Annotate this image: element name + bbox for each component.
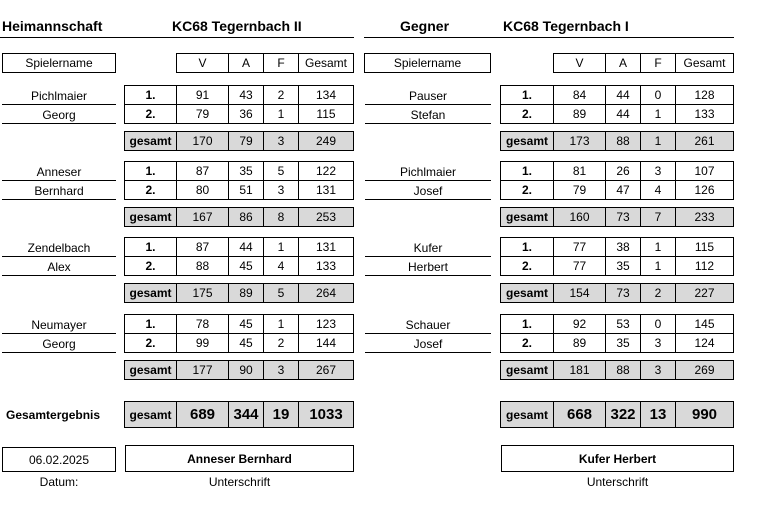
score-cell-a: 44 (605, 104, 641, 124)
score-cell-v: 80 (176, 180, 229, 200)
round-label: 2. (124, 104, 177, 124)
date-caption: Datum: (39, 475, 79, 489)
score-cell-total: 122 (298, 161, 354, 181)
score-cell-v: 89 (553, 333, 606, 353)
column-header-a: A (605, 53, 641, 73)
total-cell-f: 8 (263, 207, 299, 227)
player-last-name: Georg (42, 337, 76, 351)
score-cell-a: 45 (228, 314, 264, 334)
player-first-name: Schauer (405, 318, 451, 332)
score-cell-v: 87 (176, 161, 229, 181)
total-cell-total: 261 (675, 131, 734, 151)
column-header-total: Gesamt (675, 53, 734, 73)
total-cell-total: 227 (675, 283, 734, 303)
name-underline (365, 123, 491, 124)
score-cell-total: 124 (675, 333, 734, 353)
total-label: gesamt (500, 360, 554, 380)
column-header-total: Gesamt (298, 53, 354, 73)
home-signature-field[interactable]: Anneser Bernhard (125, 445, 354, 472)
total-cell-v: 170 (176, 131, 229, 151)
total-cell-a: 86 (228, 207, 264, 227)
total-cell-v: 181 (553, 360, 606, 380)
score-cell-v: 92 (553, 314, 606, 334)
total-label: gesamt (500, 131, 554, 151)
away-signature-field[interactable]: Kufer Herbert (501, 445, 734, 472)
score-cell-v: 81 (553, 161, 606, 181)
total-label: gesamt (124, 283, 177, 303)
score-cell-a: 53 (605, 314, 641, 334)
grand-total-v: 689 (176, 401, 229, 428)
total-cell-total: 267 (298, 360, 354, 380)
score-cell-f: 5 (263, 161, 299, 181)
total-cell-v: 154 (553, 283, 606, 303)
player-first-name: Kufer (413, 241, 443, 255)
grand-total-total: 990 (675, 401, 734, 428)
total-cell-f: 5 (263, 283, 299, 303)
player-first-name: Pichlmaier (399, 165, 456, 179)
round-label: 2. (500, 180, 554, 200)
total-cell-f: 2 (640, 283, 676, 303)
score-cell-total: 131 (298, 237, 354, 257)
round-label: 1. (500, 237, 554, 257)
score-cell-total: 133 (675, 104, 734, 124)
total-cell-total: 269 (675, 360, 734, 380)
round-label: 1. (124, 237, 177, 257)
name-underline (2, 352, 116, 353)
player-last-name: Herbert (407, 260, 448, 274)
score-cell-a: 45 (228, 333, 264, 353)
total-cell-v: 173 (553, 131, 606, 151)
total-cell-a: 89 (228, 283, 264, 303)
name-underline (2, 123, 116, 124)
score-cell-v: 84 (553, 85, 606, 105)
name-underline (365, 275, 491, 276)
home-signature-caption: Unterschrift (208, 475, 271, 489)
score-cell-total: 145 (675, 314, 734, 334)
total-cell-a: 88 (605, 360, 641, 380)
total-cell-total: 233 (675, 207, 734, 227)
total-cell-total: 264 (298, 283, 354, 303)
grand-total-label: gesamt (124, 401, 177, 428)
total-cell-f: 3 (263, 360, 299, 380)
score-cell-a: 44 (605, 85, 641, 105)
score-cell-total: 134 (298, 85, 354, 105)
score-cell-f: 1 (263, 237, 299, 257)
result-label: Gesamtergebnis (6, 408, 101, 422)
column-header-a: A (228, 53, 264, 73)
round-label: 1. (500, 161, 554, 181)
score-cell-a: 35 (605, 256, 641, 276)
grand-total-total: 1033 (298, 401, 354, 428)
score-cell-total: 128 (675, 85, 734, 105)
away-team-label: Gegner (400, 18, 450, 34)
score-cell-v: 91 (176, 85, 229, 105)
column-header-v: V (176, 53, 229, 73)
score-cell-v: 78 (176, 314, 229, 334)
score-cell-total: 131 (298, 180, 354, 200)
column-header-f: F (263, 53, 299, 73)
total-cell-v: 175 (176, 283, 229, 303)
score-cell-a: 38 (605, 237, 641, 257)
total-cell-a: 73 (605, 283, 641, 303)
column-header-v: V (553, 53, 606, 73)
score-cell-total: 123 (298, 314, 354, 334)
round-label: 2. (500, 333, 554, 353)
score-cell-v: 79 (176, 104, 229, 124)
player-last-name: Alex (47, 260, 71, 274)
date-field[interactable]: 06.02.2025 (2, 447, 116, 472)
player-last-name: Josef (413, 337, 443, 351)
player-last-name: Bernhard (34, 184, 84, 198)
total-label: gesamt (124, 360, 177, 380)
score-cell-v: 79 (553, 180, 606, 200)
round-label: 2. (124, 256, 177, 276)
score-cell-f: 1 (640, 256, 676, 276)
score-cell-total: 115 (298, 104, 354, 124)
round-label: 1. (500, 314, 554, 334)
score-cell-v: 77 (553, 256, 606, 276)
round-label: 2. (124, 180, 177, 200)
score-cell-f: 3 (263, 180, 299, 200)
total-label: gesamt (500, 283, 554, 303)
total-cell-f: 7 (640, 207, 676, 227)
score-cell-a: 36 (228, 104, 264, 124)
score-cell-a: 35 (605, 333, 641, 353)
score-cell-f: 2 (263, 85, 299, 105)
round-label: 1. (500, 85, 554, 105)
score-cell-total: 133 (298, 256, 354, 276)
away-player-column-header: Spielername (364, 53, 491, 73)
round-label: 1. (124, 161, 177, 181)
name-underline (2, 275, 116, 276)
total-label: gesamt (500, 207, 554, 227)
score-cell-a: 47 (605, 180, 641, 200)
grand-total-a: 322 (605, 401, 641, 428)
score-cell-v: 88 (176, 256, 229, 276)
score-cell-f: 4 (640, 180, 676, 200)
total-cell-v: 177 (176, 360, 229, 380)
away-header-underline (364, 37, 734, 38)
score-cell-a: 51 (228, 180, 264, 200)
player-last-name: Georg (42, 108, 76, 122)
player-first-name: Anneser (36, 165, 82, 179)
score-cell-a: 35 (228, 161, 264, 181)
score-cell-f: 1 (263, 314, 299, 334)
score-cell-total: 115 (675, 237, 734, 257)
player-last-name: Josef (413, 184, 443, 198)
score-cell-v: 77 (553, 237, 606, 257)
home-team-label: Heimannschaft (2, 18, 103, 34)
score-cell-v: 89 (553, 104, 606, 124)
total-cell-v: 160 (553, 207, 606, 227)
score-cell-total: 107 (675, 161, 734, 181)
score-cell-f: 3 (640, 161, 676, 181)
player-first-name: Zendelbach (27, 241, 91, 255)
home-team-name: KC68 Tegernbach II (172, 18, 302, 34)
score-cell-a: 45 (228, 256, 264, 276)
round-label: 2. (500, 104, 554, 124)
score-cell-f: 0 (640, 314, 676, 334)
player-last-name: Stefan (410, 108, 446, 122)
score-cell-total: 112 (675, 256, 734, 276)
round-label: 2. (124, 333, 177, 353)
score-cell-total: 144 (298, 333, 354, 353)
grand-total-f: 13 (640, 401, 676, 428)
home-header-underline (0, 37, 354, 38)
total-cell-f: 3 (263, 131, 299, 151)
total-cell-f: 1 (640, 131, 676, 151)
round-label: 1. (124, 314, 177, 334)
round-label: 1. (124, 85, 177, 105)
player-first-name: Pauser (408, 89, 448, 103)
score-cell-f: 0 (640, 85, 676, 105)
total-label: gesamt (124, 131, 177, 151)
score-cell-f: 2 (263, 333, 299, 353)
grand-total-f: 19 (263, 401, 299, 428)
column-header-f: F (640, 53, 676, 73)
grand-total-a: 344 (228, 401, 264, 428)
total-cell-v: 167 (176, 207, 229, 227)
player-first-name: Pichlmaier (30, 89, 87, 103)
total-cell-total: 253 (298, 207, 354, 227)
total-cell-f: 3 (640, 360, 676, 380)
score-cell-f: 1 (640, 104, 676, 124)
score-cell-f: 1 (263, 104, 299, 124)
total-cell-a: 90 (228, 360, 264, 380)
total-cell-a: 88 (605, 131, 641, 151)
name-underline (365, 352, 491, 353)
name-underline (2, 199, 116, 200)
grand-total-v: 668 (553, 401, 606, 428)
away-signature-caption: Unterschrift (586, 475, 649, 489)
score-cell-v: 87 (176, 237, 229, 257)
home-player-column-header: Spielername (2, 53, 116, 73)
score-cell-v: 99 (176, 333, 229, 353)
score-cell-f: 4 (263, 256, 299, 276)
score-cell-a: 43 (228, 85, 264, 105)
grand-total-label: gesamt (500, 401, 554, 428)
total-cell-total: 249 (298, 131, 354, 151)
away-team-name: KC68 Tegernbach I (503, 18, 629, 34)
round-label: 2. (500, 256, 554, 276)
total-cell-a: 73 (605, 207, 641, 227)
score-cell-a: 26 (605, 161, 641, 181)
score-cell-total: 126 (675, 180, 734, 200)
name-underline (365, 199, 491, 200)
score-cell-a: 44 (228, 237, 264, 257)
total-label: gesamt (124, 207, 177, 227)
score-cell-f: 1 (640, 237, 676, 257)
player-first-name: Neumayer (31, 318, 87, 332)
score-cell-f: 3 (640, 333, 676, 353)
total-cell-a: 79 (228, 131, 264, 151)
